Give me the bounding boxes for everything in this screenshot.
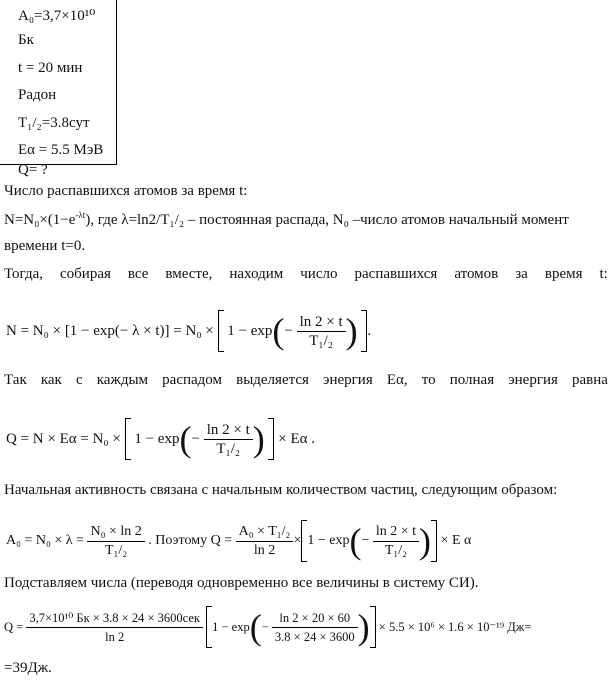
formula-numeric: Q = $\frac{\text{3,7×10¹⁰ Бк × 3.8 × 24 × 3600сек}}{\ln 2}$ 1 − exp(− $\frac{\ln 2 \times 20 \times 60}{3.8 \times 24 \times 3600}$ ) × 5.5 × 10⁶ × 1.6 × 10⁻¹⁹ Дж= — [4, 607, 532, 647]
f1-denominator: T₁/₂ — [309, 332, 334, 349]
f1-numerator: ln 2 × t — [297, 313, 346, 332]
f3-therefore: Поэтому — [155, 533, 208, 548]
f1-fraction — [297, 313, 346, 350]
f2-left: Q = N × Eα = N₀ × — [6, 430, 121, 447]
given-half-life: T₁/₂=3.8сут — [18, 115, 90, 131]
given-element: Радон — [18, 87, 57, 103]
f3-fraction-3: $\frac{\ln 2 \times t}{\text{T₁/₂}}$ — [373, 523, 419, 560]
given-divider-vertical — [116, 0, 117, 164]
given-energy: Eα = 5.5 МэВ — [18, 142, 104, 158]
text-time-zero: времени t=0. — [4, 238, 86, 254]
text-substitute: Подставляем числа (переводя одновременно все величины в систему СИ). — [4, 575, 479, 591]
f4-fraction-2: $\frac{\ln 2 \times 20 \times 60}{3.8 \times 24 \times 3600}$ — [272, 609, 358, 646]
f2-fraction — [204, 421, 253, 458]
text-decay-law — [4, 210, 608, 229]
f3-left: A₀ = N₀ × λ = — [6, 533, 84, 548]
f4-fraction-1: $\frac{\text{3,7×10¹⁰ Бк × 3.8 × 24 × 3600сек}}{\ln 2}$ — [26, 609, 203, 646]
decay-law-rest: ), где λ=ln2/T₁/₂ – постоянная распада, N₀ –число атомов начальный момент — [85, 212, 569, 228]
f4-left: Q = — [4, 619, 24, 634]
given-find: Q= ? — [18, 162, 48, 178]
given-a0-unit: Бк — [18, 32, 34, 48]
given-a0: A₀=3,7×10¹⁰ — [18, 8, 96, 24]
text-result: =39Дж. — [4, 660, 52, 676]
f2-tail: × Eα . — [278, 430, 315, 447]
f1-left: N = N₀ × [1 − exp(− λ × t)] = N₀ × — [6, 322, 214, 339]
f2-numerator: ln 2 × t — [204, 421, 253, 440]
text-combined: Тогда, собирая все вместе, находим число распавшихся атомов за время t: — [4, 266, 608, 282]
f4-tail: × 5.5 × 10⁶ × 1.6 × 10⁻¹⁹ Дж= — [378, 620, 532, 634]
formula-total-energy: Q = N × Eα = N₀ × 1 − exp(− $\frac{\ln 2 \times t}{\text{T₁/₂}}$ ) × Eα . — [6, 419, 315, 459]
decay-law-start: N=N₀×(1−e — [4, 212, 76, 228]
text-activity: Начальная активность связана с начальным количеством частиц, следующим образом: — [4, 482, 558, 498]
f3-fraction-1: $\frac{\text{N₀ × ln 2}}{\text{T₁/₂}}$ — [87, 523, 144, 560]
text-decayed-atoms: Число распавшихся атомов за время t: — [4, 183, 248, 199]
f2-denominator: T₁/₂ — [216, 440, 241, 457]
given-time: t = 20 мин — [18, 60, 83, 76]
formula-decayed-number: N = N₀ × [1 − exp(− λ × t)] = N₀ × 1 − exp(− $\frac{\ln 2 \times t}{\text{T₁/₂}}$ ) . — [6, 311, 372, 351]
f3-tail: × E α — [440, 533, 472, 548]
formula-activity: A₀ = N₀ × λ = $\frac{\text{N₀ × ln 2}}{\text{T₁/₂}}$ . Поэтому Q = $\frac{\text{A₀ × T₁/₂}}{\ln 2}$ × 1 − exp(− $\frac{\ln 2 \times t}{\text{T₁/₂}}$ ) × E α — [6, 521, 472, 561]
f3-fraction-2: $\frac{\text{A₀ × T₁/₂}}{\ln 2}$ — [236, 523, 294, 560]
f1-bracket-left — [218, 310, 224, 352]
text-energy-intro: Так как с каждым распадом выделяется энергия Eα, то полная энергия равна — [4, 372, 608, 388]
decay-law-exponent: -λt — [75, 210, 86, 220]
